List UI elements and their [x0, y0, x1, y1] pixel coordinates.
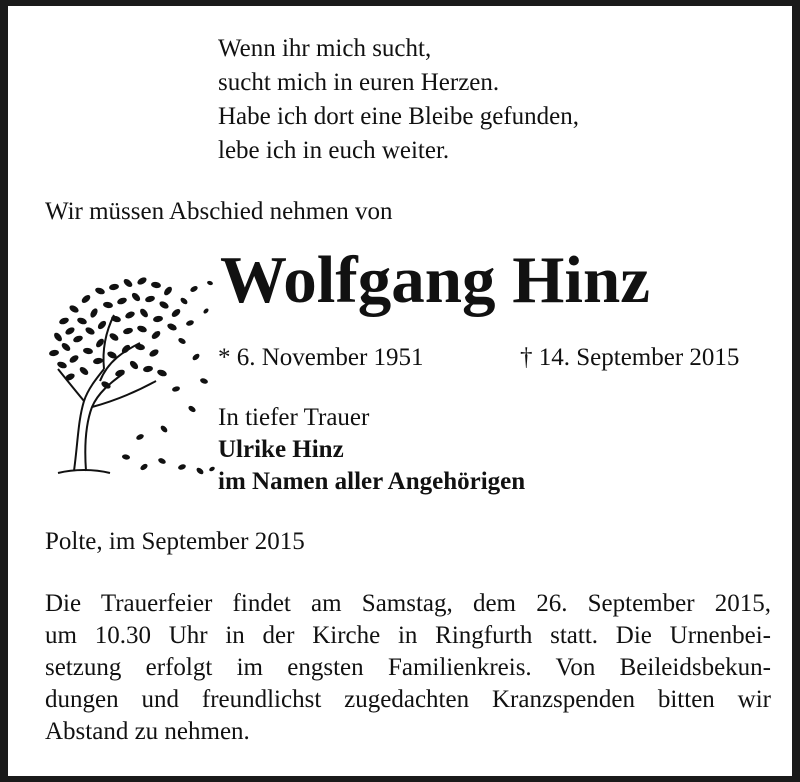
mourner-name: Ulrike Hinz — [218, 436, 344, 463]
funeral-line: Abstand zu nehmen. — [45, 718, 250, 745]
poem — [218, 32, 579, 168]
funeral-line: setzung erfolgt im engsten Familienkreis. Von Beileidsbekun- — [45, 654, 771, 681]
birth-date: * 6. November 1951 — [218, 344, 424, 371]
funeral-line: dungen und freundlichst zugedachten Kranzspenden bitten wir — [45, 686, 771, 713]
poem-line: sucht mich in euren Herzen. — [218, 69, 500, 96]
mourning-phrase: In tiefer Trauer — [218, 404, 370, 431]
tree-with-falling-leaves-icon — [44, 261, 219, 491]
poem-line: Habe ich dort eine Bleibe gefunden, — [218, 103, 579, 130]
farewell-intro: Wir müssen Abschied nehmen von — [45, 198, 393, 225]
deceased-name: Wolfgang Hinz — [220, 243, 650, 317]
funeral-line: um 10.30 Uhr in der Kirche in Ringfurth statt. Die Urnenbei- — [45, 622, 771, 649]
place-and-date: Polte, im September 2015 — [45, 528, 305, 555]
funeral-info — [45, 588, 771, 748]
relatives-phrase: im Namen aller Angehörigen — [218, 468, 526, 495]
funeral-line: Die Trauerfeier findet am Samstag, dem 26. September 2015, — [45, 590, 771, 617]
mourners-block — [218, 402, 525, 498]
poem-line: Wenn ihr mich sucht, — [218, 35, 432, 62]
death-date: † 14. September 2015 — [520, 344, 740, 371]
poem-line: lebe ich in euch weiter. — [218, 137, 450, 164]
